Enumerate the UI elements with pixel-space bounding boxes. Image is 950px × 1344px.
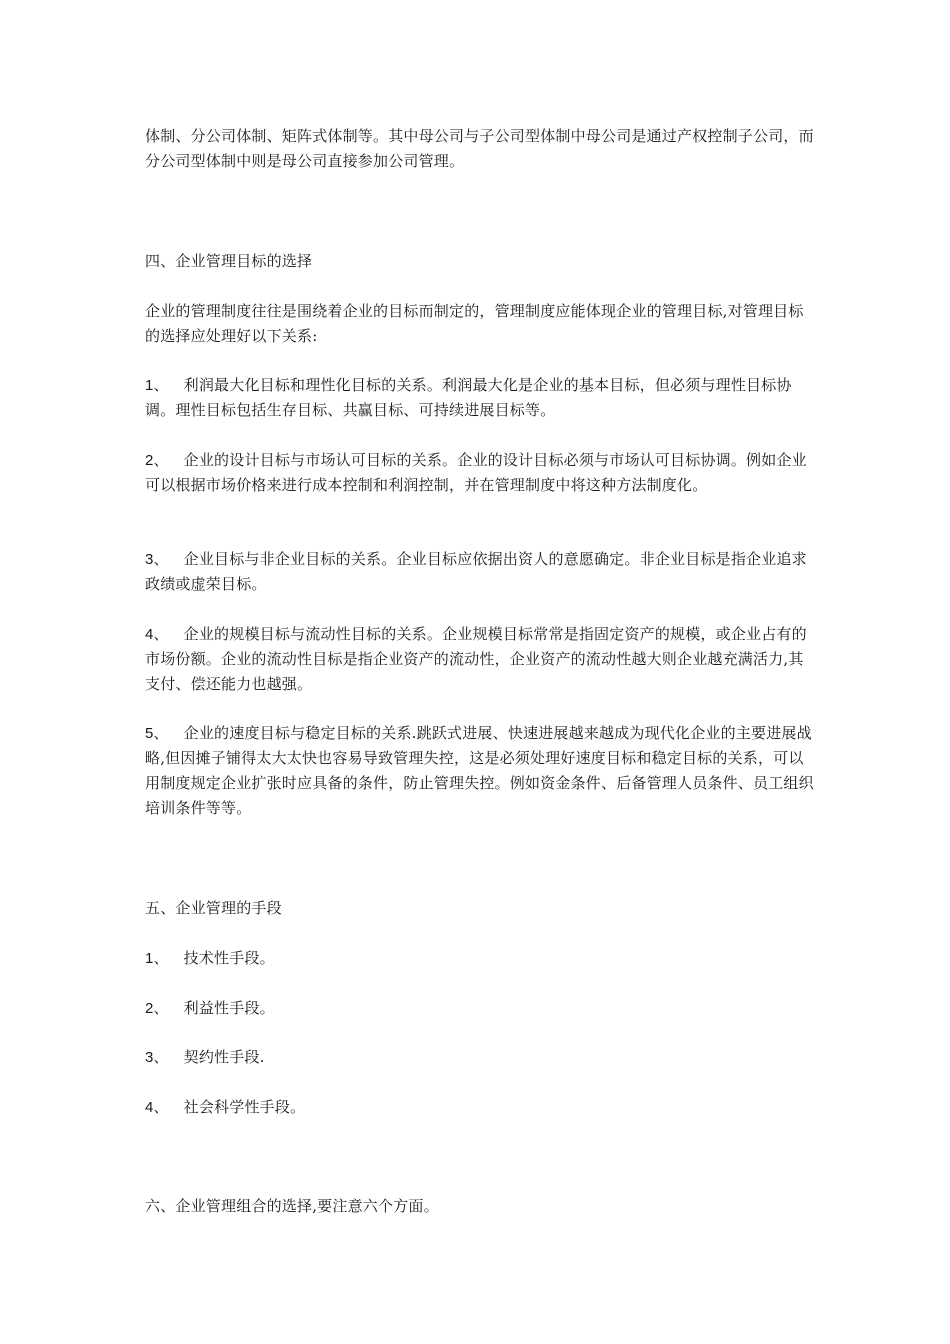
list-number: 2、 bbox=[145, 1000, 169, 1017]
list-number: 5、 bbox=[145, 725, 169, 742]
list-item-text: 技术性手段。 bbox=[183, 949, 275, 967]
list-item-text: 社会科学性手段。 bbox=[183, 1098, 306, 1116]
list-item-text: 企业的设计目标与市场认可目标的关系。企业的设计目标必须与市场认可目标协调。例如企业可以根据市场价格来进行成本控制和利润控制，并在管理制度中将这种方法制度化。 bbox=[145, 451, 807, 494]
section-4-item-5 bbox=[145, 721, 815, 821]
section-5-item-2 bbox=[145, 996, 815, 1021]
section-4-item-3 bbox=[145, 547, 815, 597]
list-number: 1、 bbox=[145, 377, 169, 394]
section-4-item-2 bbox=[145, 448, 815, 498]
list-number: 3、 bbox=[145, 1049, 169, 1066]
section-5-item-1 bbox=[145, 946, 815, 971]
list-number: 3、 bbox=[145, 551, 169, 568]
section-5-item-4 bbox=[145, 1095, 815, 1120]
list-item-text: 企业的速度目标与稳定目标的关系.跳跃式进展、快速进展越来越成为现代化企业的主要进展战略,但因摊子铺得太大太快也容易导致管理失控，这是必须处理好速度目标和稳定目标的关系，可以用制度规定企业扩张时应具备的条件，防止管理失控。例如资金条件、后备管理人员条件、员工组织培训条件等等。 bbox=[145, 724, 814, 817]
intro-paragraph: 体制、分公司体制、矩阵式体制等。其中母公司与子公司型体制中母公司是通过产权控制子公司，而分公司型体制中则是母公司直接参加公司管理。 bbox=[145, 127, 814, 170]
list-item-text: 企业的规模目标与流动性目标的关系。企业规模目标常常是指固定资产的规模，或企业占有的市场份额。企业的流动性目标是指企业资产的流动性，企业资产的流动性越大则企业越充满活力,其支付、偿还能力也越强。 bbox=[145, 625, 807, 693]
section-4-intro: 企业的管理制度往往是围绕着企业的目标而制定的，管理制度应能体现企业的管理目标,对管理目标的选择应处理好以下关系: bbox=[145, 302, 804, 345]
list-number: 1、 bbox=[145, 950, 169, 967]
list-item-text: 契约性手段. bbox=[183, 1048, 265, 1066]
section-5-item-3 bbox=[145, 1045, 815, 1070]
list-number: 4、 bbox=[145, 1099, 169, 1116]
section-6-heading: 六、企业管理组合的选择,要注意六个方面。 bbox=[145, 1197, 439, 1215]
section-4-item-4 bbox=[145, 622, 815, 697]
list-number: 4、 bbox=[145, 626, 169, 643]
section-5-heading: 五、企业管理的手段 bbox=[145, 899, 282, 917]
section-4-item-1 bbox=[145, 373, 815, 423]
list-number: 2、 bbox=[145, 452, 169, 469]
list-item-text: 利润最大化目标和理性化目标的关系。利润最大化是企业的基本目标，但必须与理性目标协调。理性目标包括生存目标、共赢目标、可持续进展目标等。 bbox=[145, 376, 792, 419]
section-4-heading: 四、企业管理目标的选择 bbox=[145, 252, 313, 270]
list-item-text: 利益性手段。 bbox=[183, 999, 275, 1017]
list-item-text: 企业目标与非企业目标的关系。企业目标应依据出资人的意愿确定。非企业目标是指企业追求政绩或虚荣目标。 bbox=[145, 550, 807, 593]
